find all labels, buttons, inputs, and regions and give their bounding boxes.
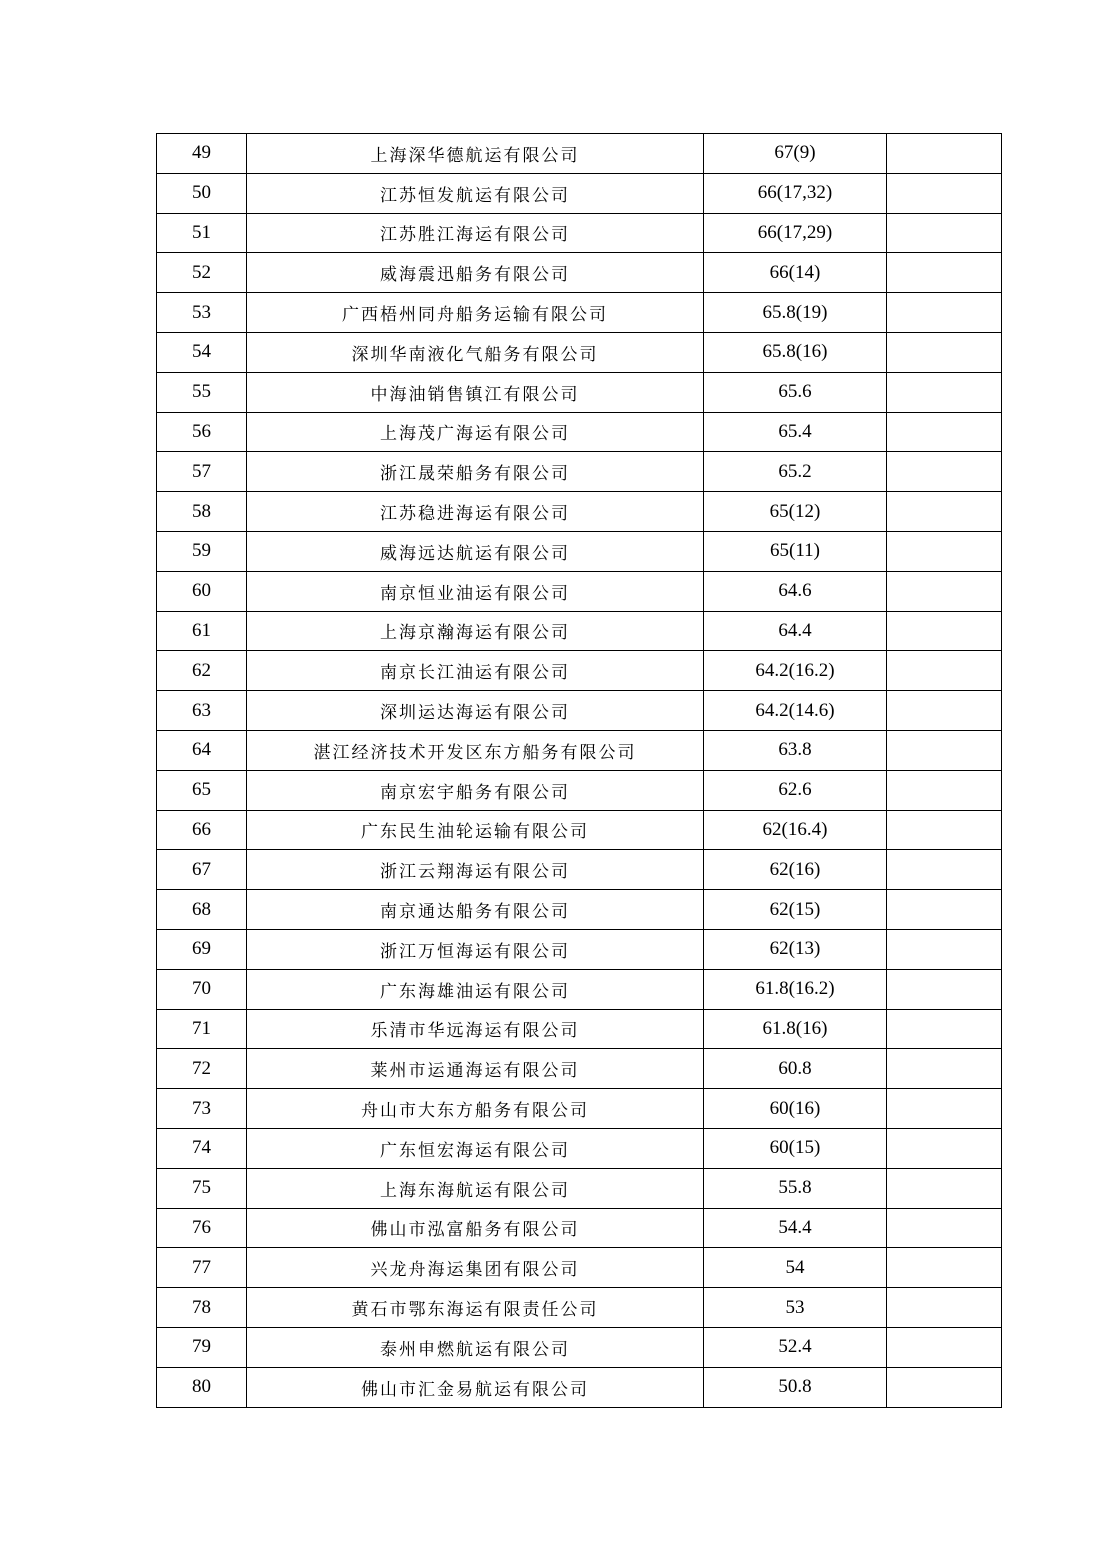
company-name-cell: 上海深华德航运有限公司: [247, 134, 704, 174]
remark-cell: [887, 730, 1002, 770]
company-name-cell: 上海茂广海运有限公司: [247, 412, 704, 452]
score-value-cell: 65.8(16): [704, 332, 887, 372]
table-row: [157, 213, 1002, 253]
company-name-cell: 兴龙舟海运集团有限公司: [247, 1248, 704, 1288]
company-name-cell: 广东民生油轮运输有限公司: [247, 810, 704, 850]
score-value-cell: 60(15): [704, 1128, 887, 1168]
table-row: [157, 1248, 1002, 1288]
table-row: [157, 850, 1002, 890]
row-number-cell: 74: [157, 1128, 247, 1168]
remark-cell: [887, 531, 1002, 571]
remark-cell: [887, 492, 1002, 532]
company-name-cell: 南京通达船务有限公司: [247, 890, 704, 930]
row-number-cell: 60: [157, 571, 247, 611]
company-name-cell: 江苏稳进海运有限公司: [247, 492, 704, 532]
table-row: [157, 1009, 1002, 1049]
row-number-cell: 58: [157, 492, 247, 532]
company-name-cell: 莱州市运通海运有限公司: [247, 1049, 704, 1089]
table-row: [157, 1367, 1002, 1407]
score-value-cell: 65.6: [704, 372, 887, 412]
score-value-cell: 65.4: [704, 412, 887, 452]
row-number-cell: 72: [157, 1049, 247, 1089]
row-number-cell: 52: [157, 253, 247, 293]
row-number-cell: 80: [157, 1367, 247, 1407]
company-name-cell: 浙江晟荣船务有限公司: [247, 452, 704, 492]
score-value-cell: 65(11): [704, 531, 887, 571]
company-name-cell: 南京长江油运有限公司: [247, 651, 704, 691]
score-value-cell: 64.2(14.6): [704, 691, 887, 731]
remark-cell: [887, 691, 1002, 731]
remark-cell: [887, 810, 1002, 850]
score-value-cell: 50.8: [704, 1367, 887, 1407]
remark-cell: [887, 1089, 1002, 1129]
remark-cell: [887, 1208, 1002, 1248]
score-value-cell: 66(14): [704, 253, 887, 293]
table-row: [157, 1049, 1002, 1089]
company-name-cell: 威海远达航运有限公司: [247, 531, 704, 571]
row-number-cell: 69: [157, 929, 247, 969]
company-name-cell: 浙江云翔海运有限公司: [247, 850, 704, 890]
remark-cell: [887, 372, 1002, 412]
row-number-cell: 56: [157, 412, 247, 452]
remark-cell: [887, 1327, 1002, 1367]
score-value-cell: 67(9): [704, 134, 887, 174]
remark-cell: [887, 412, 1002, 452]
row-number-cell: 68: [157, 890, 247, 930]
company-name-cell: 广西梧州同舟船务运输有限公司: [247, 293, 704, 333]
score-value-cell: 66(17,32): [704, 173, 887, 213]
row-number-cell: 54: [157, 332, 247, 372]
remark-cell: [887, 134, 1002, 174]
table-row: [157, 173, 1002, 213]
row-number-cell: 49: [157, 134, 247, 174]
row-number-cell: 65: [157, 770, 247, 810]
remark-cell: [887, 1168, 1002, 1208]
score-value-cell: 61.8(16): [704, 1009, 887, 1049]
company-ranking-table: [156, 133, 1002, 1408]
score-value-cell: 62.6: [704, 770, 887, 810]
score-value-cell: 61.8(16.2): [704, 969, 887, 1009]
score-value-cell: 53: [704, 1288, 887, 1328]
score-value-cell: 54: [704, 1248, 887, 1288]
company-name-cell: 广东海雄油运有限公司: [247, 969, 704, 1009]
remark-cell: [887, 253, 1002, 293]
score-value-cell: 65.8(19): [704, 293, 887, 333]
table-row: [157, 492, 1002, 532]
row-number-cell: 66: [157, 810, 247, 850]
remark-cell: [887, 173, 1002, 213]
row-number-cell: 51: [157, 213, 247, 253]
remark-cell: [887, 1288, 1002, 1328]
score-value-cell: 60.8: [704, 1049, 887, 1089]
score-value-cell: 52.4: [704, 1327, 887, 1367]
remark-cell: [887, 213, 1002, 253]
remark-cell: [887, 293, 1002, 333]
row-number-cell: 67: [157, 850, 247, 890]
table-row: [157, 929, 1002, 969]
company-name-cell: 威海震迅船务有限公司: [247, 253, 704, 293]
table-row: [157, 134, 1002, 174]
row-number-cell: 76: [157, 1208, 247, 1248]
row-number-cell: 62: [157, 651, 247, 691]
table-row: [157, 412, 1002, 452]
remark-cell: [887, 1248, 1002, 1288]
row-number-cell: 57: [157, 452, 247, 492]
row-number-cell: 78: [157, 1288, 247, 1328]
company-name-cell: 乐清市华远海运有限公司: [247, 1009, 704, 1049]
company-name-cell: 南京宏宇船务有限公司: [247, 770, 704, 810]
table-row: [157, 1327, 1002, 1367]
score-value-cell: 65(12): [704, 492, 887, 532]
table-row: [157, 1128, 1002, 1168]
company-name-cell: 深圳华南液化气船务有限公司: [247, 332, 704, 372]
table-row: [157, 571, 1002, 611]
remark-cell: [887, 1009, 1002, 1049]
company-name-cell: 舟山市大东方船务有限公司: [247, 1089, 704, 1129]
table-row: [157, 372, 1002, 412]
row-number-cell: 63: [157, 691, 247, 731]
remark-cell: [887, 770, 1002, 810]
table-row: [157, 691, 1002, 731]
company-name-cell: 佛山市汇金易航运有限公司: [247, 1367, 704, 1407]
score-value-cell: 64.6: [704, 571, 887, 611]
company-name-cell: 江苏恒发航运有限公司: [247, 173, 704, 213]
company-name-cell: 广东恒宏海运有限公司: [247, 1128, 704, 1168]
row-number-cell: 79: [157, 1327, 247, 1367]
company-name-cell: 上海东海航运有限公司: [247, 1168, 704, 1208]
company-name-cell: 湛江经济技术开发区东方船务有限公司: [247, 730, 704, 770]
remark-cell: [887, 850, 1002, 890]
table-row: [157, 1208, 1002, 1248]
company-name-cell: 中海油销售镇江有限公司: [247, 372, 704, 412]
table-row: [157, 332, 1002, 372]
remark-cell: [887, 651, 1002, 691]
score-value-cell: 60(16): [704, 1089, 887, 1129]
score-value-cell: 62(13): [704, 929, 887, 969]
remark-cell: [887, 611, 1002, 651]
row-number-cell: 59: [157, 531, 247, 571]
score-value-cell: 66(17,29): [704, 213, 887, 253]
remark-cell: [887, 969, 1002, 1009]
row-number-cell: 64: [157, 730, 247, 770]
company-name-cell: 江苏胜江海运有限公司: [247, 213, 704, 253]
score-value-cell: 62(16): [704, 850, 887, 890]
remark-cell: [887, 1128, 1002, 1168]
score-value-cell: 62(16.4): [704, 810, 887, 850]
company-name-cell: 上海京瀚海运有限公司: [247, 611, 704, 651]
table-row: [157, 969, 1002, 1009]
remark-cell: [887, 929, 1002, 969]
row-number-cell: 53: [157, 293, 247, 333]
row-number-cell: 55: [157, 372, 247, 412]
company-name-cell: 泰州申燃航运有限公司: [247, 1327, 704, 1367]
company-name-cell: 佛山市泓富船务有限公司: [247, 1208, 704, 1248]
row-number-cell: 73: [157, 1089, 247, 1129]
score-value-cell: 65.2: [704, 452, 887, 492]
score-value-cell: 64.2(16.2): [704, 651, 887, 691]
company-name-cell: 浙江万恒海运有限公司: [247, 929, 704, 969]
table-row: [157, 1288, 1002, 1328]
table-row: [157, 890, 1002, 930]
table-row: [157, 1089, 1002, 1129]
table-row: [157, 770, 1002, 810]
score-value-cell: 63.8: [704, 730, 887, 770]
table-row: [157, 810, 1002, 850]
table-row: [157, 651, 1002, 691]
score-value-cell: 62(15): [704, 890, 887, 930]
score-value-cell: 64.4: [704, 611, 887, 651]
row-number-cell: 71: [157, 1009, 247, 1049]
row-number-cell: 50: [157, 173, 247, 213]
table-row: [157, 611, 1002, 651]
table-row: [157, 730, 1002, 770]
remark-cell: [887, 571, 1002, 611]
remark-cell: [887, 1367, 1002, 1407]
table-row: [157, 531, 1002, 571]
score-value-cell: 55.8: [704, 1168, 887, 1208]
remark-cell: [887, 890, 1002, 930]
company-name-cell: 南京恒业油运有限公司: [247, 571, 704, 611]
row-number-cell: 70: [157, 969, 247, 1009]
row-number-cell: 61: [157, 611, 247, 651]
table-row: [157, 1168, 1002, 1208]
score-value-cell: 54.4: [704, 1208, 887, 1248]
table-row: [157, 452, 1002, 492]
row-number-cell: 75: [157, 1168, 247, 1208]
company-name-cell: 深圳运达海运有限公司: [247, 691, 704, 731]
table-row: [157, 293, 1002, 333]
row-number-cell: 77: [157, 1248, 247, 1288]
table-body: [157, 134, 1002, 1408]
remark-cell: [887, 452, 1002, 492]
remark-cell: [887, 332, 1002, 372]
table-row: [157, 253, 1002, 293]
company-name-cell: 黄石市鄂东海运有限责任公司: [247, 1288, 704, 1328]
remark-cell: [887, 1049, 1002, 1089]
